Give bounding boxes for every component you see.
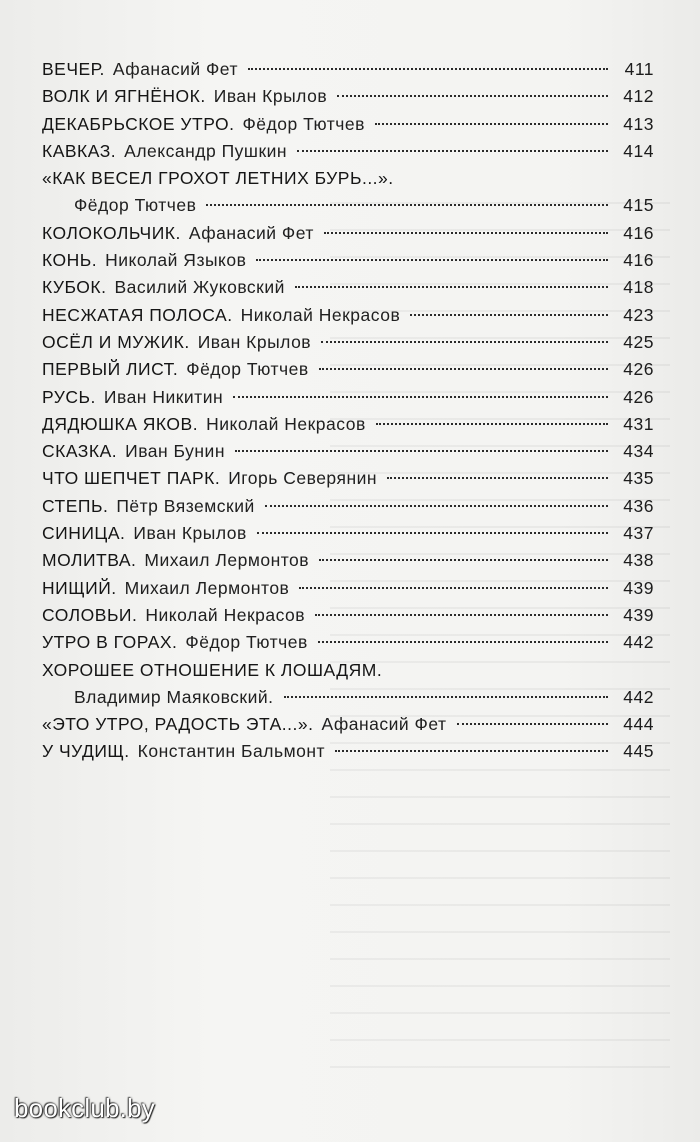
toc-entry [42,465,654,492]
entry-title: ЧТО ШЕПЧЕТ ПАРК. [42,468,221,489]
entry-author: Иван Крылов [133,523,247,544]
entry-author: Фёдор Тютчев [186,359,309,380]
entry-page-number: 426 [623,359,654,380]
entry-page-number: 414 [623,140,654,161]
dot-leader [376,422,608,425]
entry-page-number: 439 [623,604,654,625]
entry-author: Фёдор Тютчев [242,113,365,134]
entry-page-number: 416 [623,250,654,271]
entry-author: Николай Языков [105,250,247,271]
entry-page-number: 442 [623,686,654,707]
toc-entry [42,738,654,765]
dot-leader [321,340,608,343]
toc-entry [42,302,654,329]
dot-leader [318,640,608,643]
dot-leader [319,367,608,370]
entry-page-number: 445 [623,741,654,762]
entry-page-number: 411 [624,59,654,79]
entry-title: КУБОК. [42,277,107,298]
entry-author: Афанасий Фет [112,59,238,79]
entry-author: Василий Жуковский [114,277,285,298]
entry-title: КОНЬ. [42,250,98,271]
toc-entry [42,657,654,684]
entry-page-number: 435 [623,468,654,489]
entry-author: Николай Некрасов [206,413,366,434]
toc-entry [42,56,654,83]
entry-page-number: 442 [623,632,654,653]
entry-page-number: 438 [623,550,654,571]
entry-page-number: 415 [623,195,654,216]
entry-author: Николай Некрасов [240,304,401,325]
entry-title: ВОЛК И ЯГНЁНОК. [42,86,206,107]
toc-entry [42,83,654,110]
entry-page-number: 437 [623,523,654,544]
toc-entry [42,274,654,301]
entry-title: «КАК ВЕСЕЛ ГРОХОТ ЛЕТНИХ БУРЬ...». [42,168,394,189]
watermark-logo: bookclub.by [14,1093,155,1123]
entry-author: Александр Пушкин [124,140,288,161]
dot-leader [410,313,608,316]
entry-title: «ЭТО УТРО, РАДОСТЬ ЭТА...». [42,714,314,735]
toc-entry [42,411,654,438]
entry-author: Константин Бальмонт [137,741,326,762]
toc-entry [42,575,654,602]
entry-page-number: 416 [623,222,654,243]
entry-title: СИНИЦА. [42,523,126,544]
entry-title: СТЕПЬ. [42,495,109,516]
dot-leader [335,749,608,752]
entry-author: Иван Никитин [103,386,224,407]
toc-entry [42,629,654,656]
dot-leader [299,586,608,589]
toc-entry [42,602,654,629]
entry-author: Афанасий Фет [321,714,447,735]
entry-page-number: 436 [623,495,654,516]
entry-page-number: 423 [623,304,654,325]
entry-page-number: 444 [623,714,654,735]
entry-page-number: 413 [623,113,654,134]
entry-author: Иван Бунин [125,441,226,462]
entry-page-number: 412 [623,86,654,107]
dot-leader [265,504,608,507]
toc-entry [42,247,654,274]
entry-page-number: 434 [623,441,654,462]
entry-title: УТРО В ГОРАХ. [42,632,178,653]
entry-author: Фёдор Тютчев [74,195,197,216]
dot-leader [387,476,608,479]
entry-title: НЕСЖАТАЯ ПОЛОСА. [42,304,233,325]
entry-page-number: 418 [623,277,654,298]
toc-entry [42,165,654,192]
entry-author: Михаил Лермонтов [124,577,290,598]
toc-entry [42,493,654,520]
entry-title: МОЛИТВА. [42,550,137,571]
table-of-contents [42,56,654,766]
dot-leader [337,94,608,97]
entry-author: Пётр Вяземский [116,495,255,516]
entry-page-number: 431 [623,413,654,434]
entry-title: ОСЁЛ И МУЖИК. [42,331,190,352]
dot-leader [248,67,608,70]
entry-title: ПЕРВЫЙ ЛИСТ. [42,359,179,380]
entry-title: КАВКАЗ. [42,140,117,161]
dot-leader [235,449,608,452]
toc-entry [42,220,654,247]
toc-entry [42,329,654,356]
dot-leader [324,231,608,234]
entry-page-number: 426 [623,386,654,407]
toc-entry [42,711,654,738]
dot-leader [256,258,608,261]
entry-author: Фёдор Тютчев [185,632,308,653]
entry-author: Иван Крылов [213,86,328,107]
dot-leader [375,122,608,125]
entry-author: Николай Некрасов [145,604,306,625]
dot-leader [295,285,608,288]
entry-title: СОЛОВЬИ. [42,604,138,625]
dot-leader [257,531,608,534]
entry-title: ДЕКАБРЬСКОЕ УТРО. [42,113,235,134]
entry-title: ВЕЧЕР. [42,59,105,79]
dot-leader [315,613,608,616]
toc-entry [42,356,654,383]
entry-title: НИЩИЙ. [42,577,117,598]
entry-title: ДЯДЮШКА ЯКОВ. [42,413,199,434]
dot-leader [284,695,609,698]
entry-author: Михаил Лермонтов [144,550,310,571]
toc-entry [42,438,654,465]
dot-leader [457,722,608,725]
entry-title: РУСЬ. [42,386,96,407]
toc-entry [42,111,654,138]
toc-entry [42,384,654,411]
entry-title: СКАЗКА. [42,441,118,462]
entry-author: Владимир Маяковский. [74,686,274,707]
toc-entry [42,138,654,165]
entry-page-number: 425 [623,331,654,352]
toc-entry-continuation [42,192,654,219]
entry-author: Игорь Северянин [228,468,378,489]
entry-title: У ЧУДИЩ. [42,741,130,762]
dot-leader [319,558,608,561]
entry-author: Иван Крылов [197,331,312,352]
entry-title: КОЛОКОЛЬЧИК. [42,222,181,243]
dot-leader [297,149,608,152]
toc-entry-continuation [42,684,654,711]
dot-leader [206,203,608,206]
toc-entry [42,547,654,574]
toc-entry [42,520,654,547]
entry-title: ХОРОШЕЕ ОТНОШЕНИЕ К ЛОШАДЯМ. [42,659,383,680]
dot-leader [233,395,608,398]
entry-page-number: 439 [623,577,654,598]
entry-author: Афанасий Фет [188,222,314,243]
